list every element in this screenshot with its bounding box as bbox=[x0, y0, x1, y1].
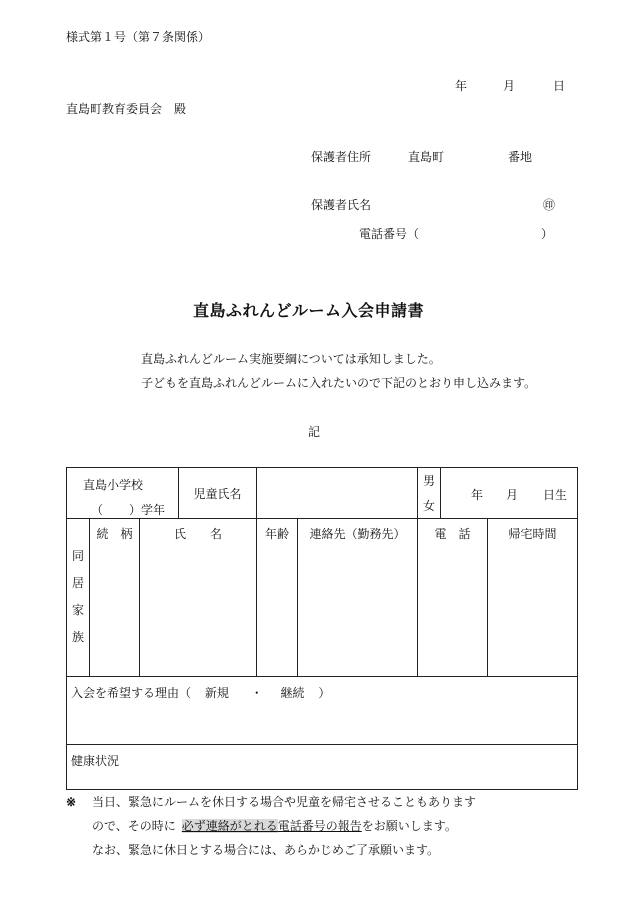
age-column[interactable] bbox=[257, 519, 298, 677]
application-table bbox=[66, 467, 578, 790]
family-row bbox=[67, 519, 578, 677]
phone-column[interactable] bbox=[418, 519, 488, 677]
grade-close: ）学年 bbox=[129, 503, 166, 517]
banchi-label: 番地 bbox=[508, 150, 533, 164]
age-header: 年齢 bbox=[265, 527, 290, 541]
gender-cell[interactable] bbox=[418, 468, 441, 519]
date-day-label: 日 bbox=[553, 79, 566, 93]
school-grade-cell bbox=[67, 468, 179, 519]
name-header: 氏 名 bbox=[174, 527, 223, 541]
health-row bbox=[67, 745, 578, 790]
date-month-label: 月 bbox=[503, 79, 516, 93]
guardian-address-label: 保護者住所 bbox=[311, 150, 372, 164]
child-name-label: 児童氏名 bbox=[193, 486, 242, 501]
seal-mark: ㊞ bbox=[543, 198, 556, 212]
ki-label: 記 bbox=[308, 425, 321, 439]
note-mark: ※ bbox=[66, 795, 77, 809]
gender-male: 男 bbox=[423, 474, 436, 488]
reason-cell[interactable] bbox=[67, 677, 578, 745]
birth-day-label: 日生 bbox=[543, 488, 568, 502]
relation-header: 続 柄 bbox=[96, 527, 133, 541]
child-name-label-cell bbox=[179, 468, 257, 519]
birth-date-field[interactable] bbox=[441, 468, 578, 519]
relation-column[interactable] bbox=[90, 519, 140, 677]
note-line-2-pre: ので、その時に bbox=[92, 819, 176, 833]
return-time-column[interactable] bbox=[488, 519, 578, 677]
reason-close: ） bbox=[318, 686, 331, 700]
note-line-2 bbox=[92, 820, 457, 832]
name-column[interactable] bbox=[140, 519, 257, 677]
page-title: 直島ふれんどルーム入会申請書 bbox=[193, 301, 425, 320]
note-line-2-underline: 電話番号の報告 bbox=[277, 819, 362, 833]
grade-open: （ bbox=[91, 503, 104, 517]
date-year-label: 年 bbox=[455, 79, 468, 93]
school-name: 直島小学校 bbox=[83, 478, 144, 492]
health-label: 健康状況 bbox=[71, 754, 120, 768]
intro-line-2: 子どもを直島ふれんどルームに入れたいので下記のとおり申し込みます。 bbox=[141, 376, 537, 390]
reason-label: 入会を希望する理由（ bbox=[71, 686, 192, 700]
family-char-2: 居 bbox=[71, 576, 84, 590]
return-time-header: 帰宅時間 bbox=[508, 527, 557, 541]
family-char-1: 同 bbox=[71, 549, 84, 563]
child-name-field[interactable] bbox=[257, 468, 418, 519]
gender-female: 女 bbox=[423, 499, 436, 513]
note-line-1: 当日、緊急にルームを休日する場合や児童を帰宅させることもあります bbox=[92, 795, 477, 809]
health-cell[interactable] bbox=[67, 745, 578, 790]
intro-line-1: 直島ふれんどルーム実施要綱については承知しました。 bbox=[141, 352, 441, 366]
family-char-4: 族 bbox=[71, 630, 84, 644]
family-vertical-label bbox=[67, 519, 90, 677]
reason-dot: ・ bbox=[250, 686, 263, 700]
note-line-3: なお、緊急に休日とする場合には、あらかじめご了承願います。 bbox=[92, 843, 440, 857]
reason-continue[interactable]: 継続 bbox=[280, 686, 305, 700]
birth-month-label: 月 bbox=[506, 488, 519, 502]
reason-row bbox=[67, 677, 578, 745]
contact-column[interactable] bbox=[298, 519, 418, 677]
contact-header: 連絡先（勤務先） bbox=[309, 527, 406, 541]
note-line-2-highlight: 必ず連絡がとれる bbox=[181, 819, 278, 833]
addressee: 直島町教育委員会 殿 bbox=[66, 102, 187, 116]
birth-year-label: 年 bbox=[471, 488, 484, 502]
phone-header: 電 話 bbox=[434, 527, 471, 541]
phone-label: 電話番号（ bbox=[359, 227, 420, 241]
family-char-3: 家 bbox=[71, 603, 84, 617]
form-number: 様式第１号（第７条関係） bbox=[66, 30, 211, 44]
phone-close: ） bbox=[541, 227, 554, 241]
guardian-name-label: 保護者氏名 bbox=[311, 198, 372, 212]
note-line-2-post: をお願いします。 bbox=[361, 819, 457, 833]
town-name: 直島町 bbox=[408, 150, 445, 164]
child-row bbox=[67, 468, 578, 519]
reason-new[interactable]: 新規 bbox=[204, 686, 229, 700]
